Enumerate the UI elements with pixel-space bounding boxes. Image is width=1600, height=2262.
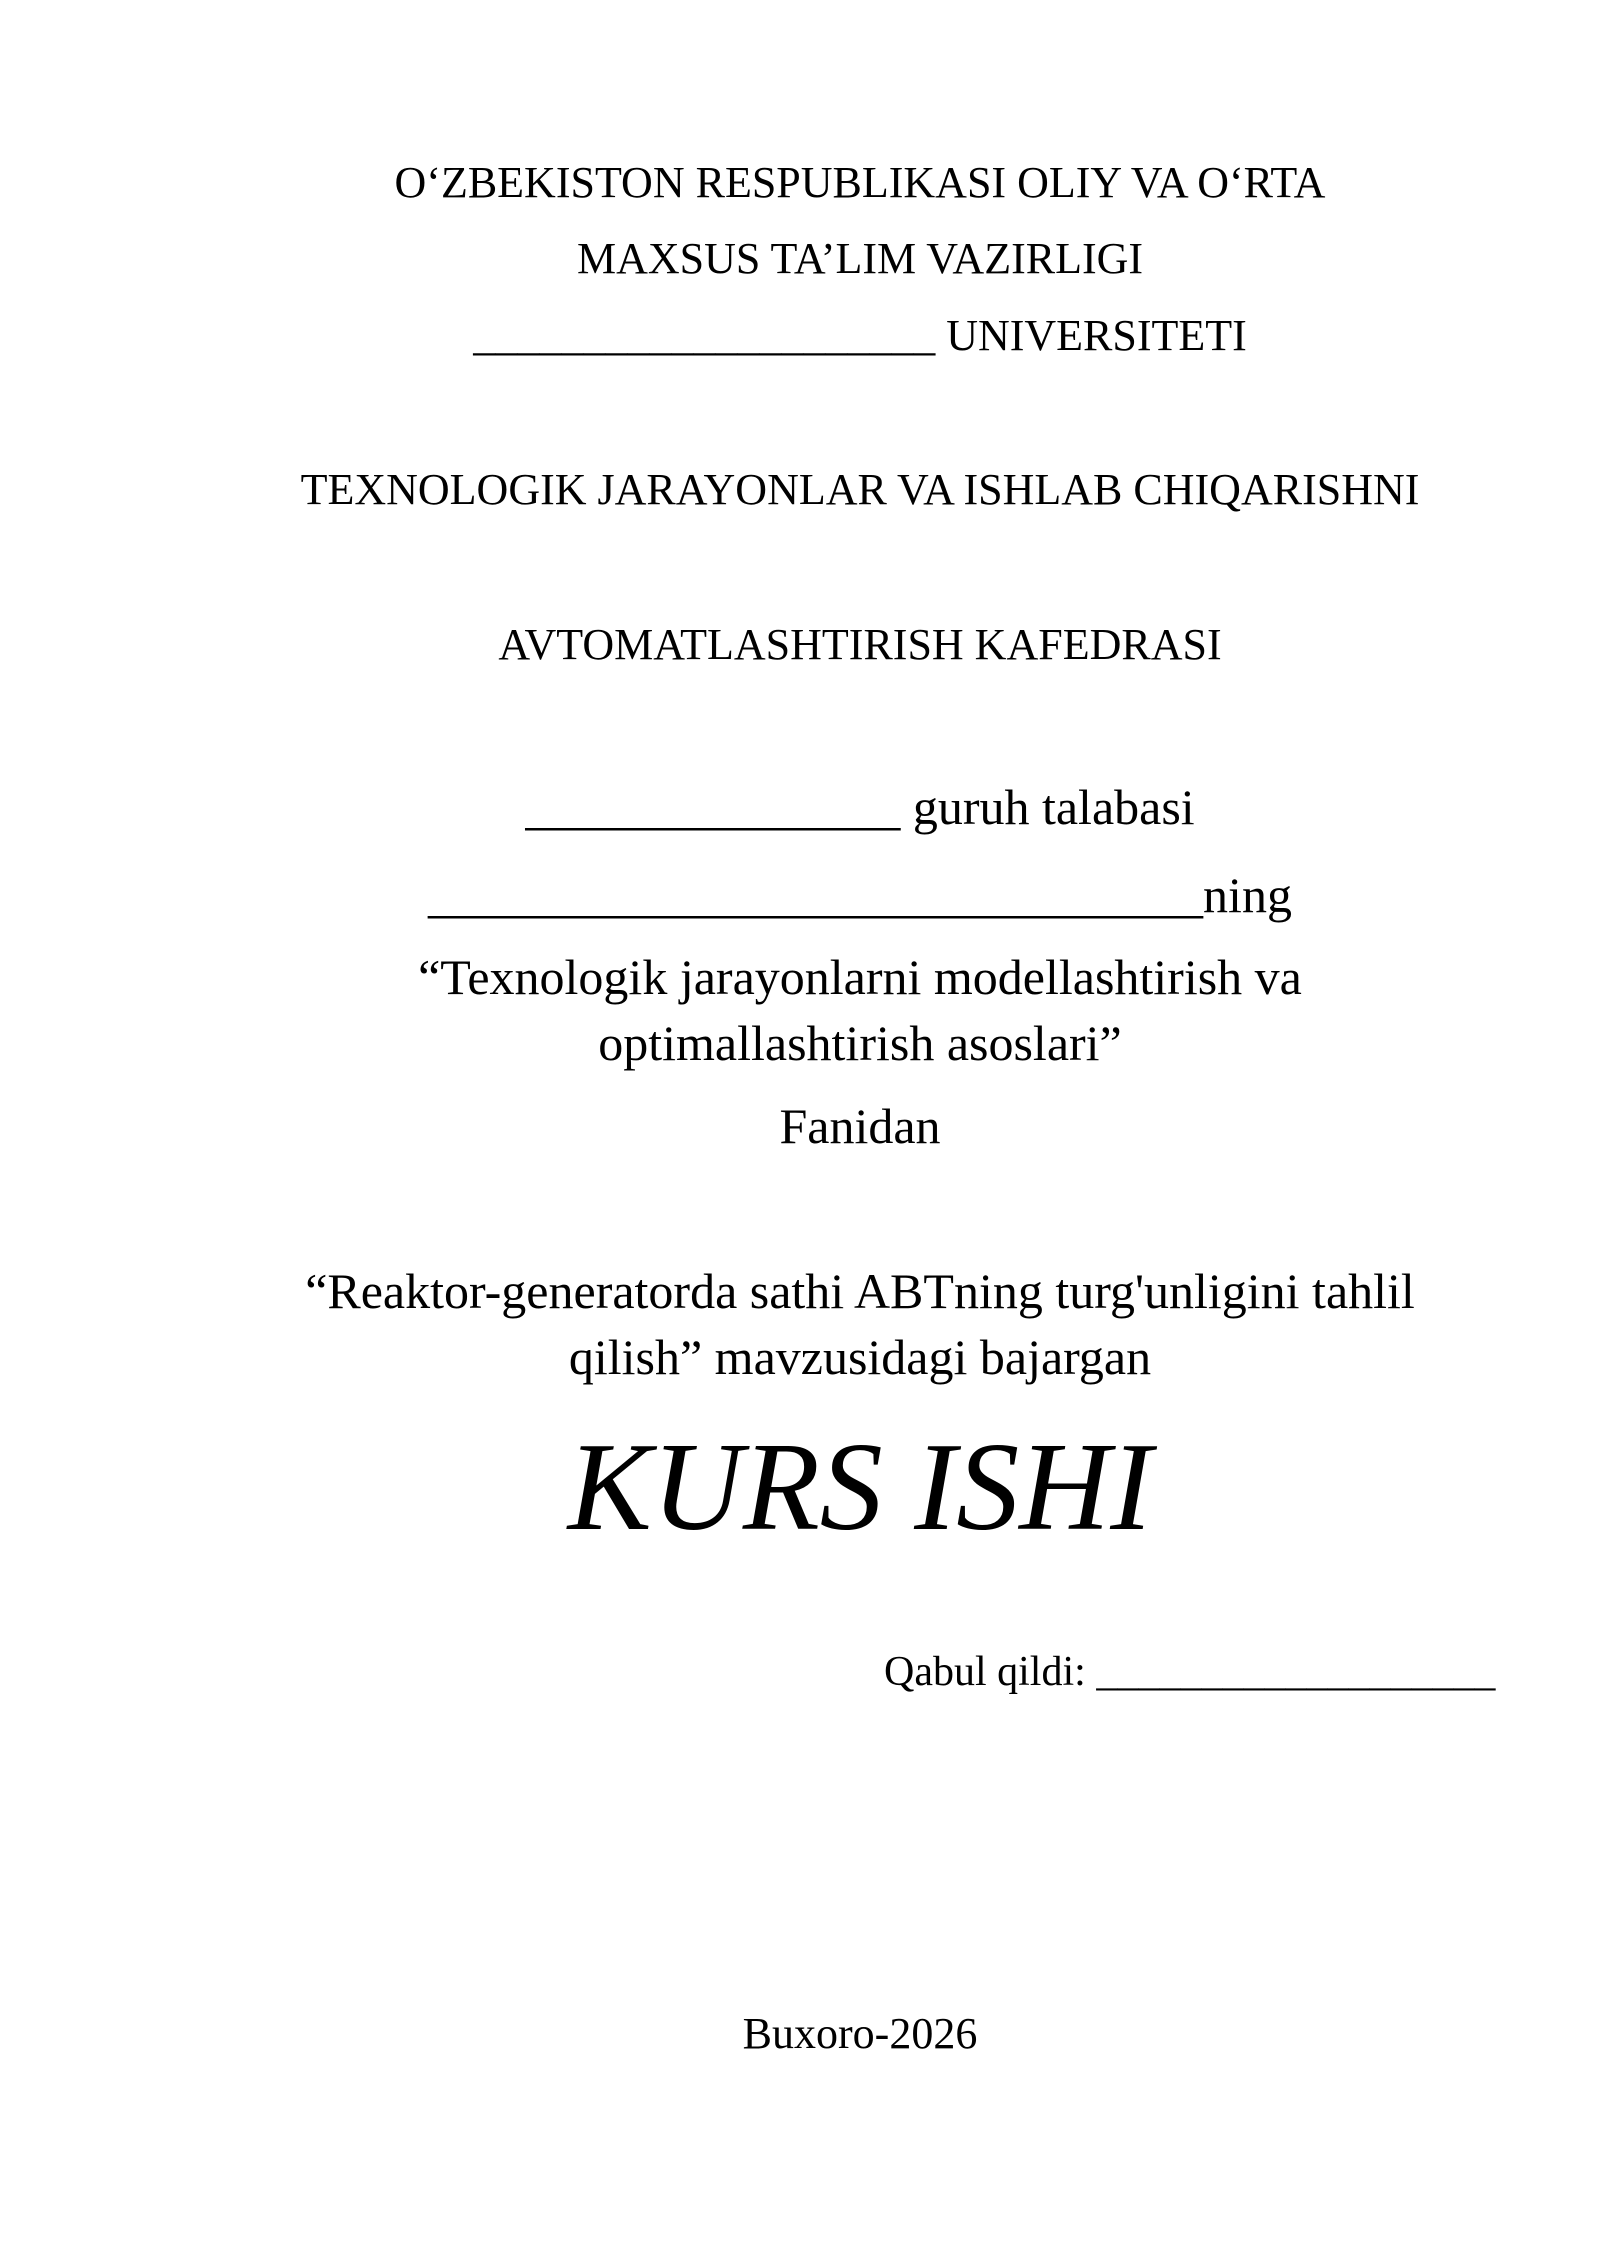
university-line: _____________________ UNIVERSITETI	[473, 311, 1247, 360]
student-group-line: _______________ guruh talabasi	[525, 779, 1195, 835]
department-line-1: TEXNOLOGIK JARAYONLAR VA ISHLAB CHIQARISHNI	[300, 465, 1420, 514]
student-name-line: _______________________________ning	[428, 867, 1292, 923]
subject-line-2: optimallashtirish asoslari”	[598, 1015, 1122, 1071]
accepted-by-line: Qabul qildi: ___________________	[884, 1649, 1496, 1695]
city-year: Buxoro-2026	[742, 2009, 978, 2058]
subject-line-1: “Texnologik jarayonlarni modellashtirish va	[418, 949, 1302, 1005]
topic-line-1: “Reaktor-generatorda sathi ABTning turg'unligini tahlil	[305, 1263, 1415, 1319]
ministry-line-1: O‘ZBEKISTON RESPUBLIKASI OLIY VA O‘RTA	[394, 158, 1326, 207]
document-title: KURS ISHI	[567, 1418, 1153, 1557]
topic-line-2: qilish” mavzusidagi bajargan	[568, 1329, 1152, 1385]
department-line-2: AVTOMATLASHTIRISH KAFEDRASI	[498, 620, 1222, 669]
subject-line-3: Fanidan	[779, 1098, 941, 1154]
ministry-line-2: MAXSUS TA’LIM VAZIRLIGI	[576, 234, 1144, 283]
